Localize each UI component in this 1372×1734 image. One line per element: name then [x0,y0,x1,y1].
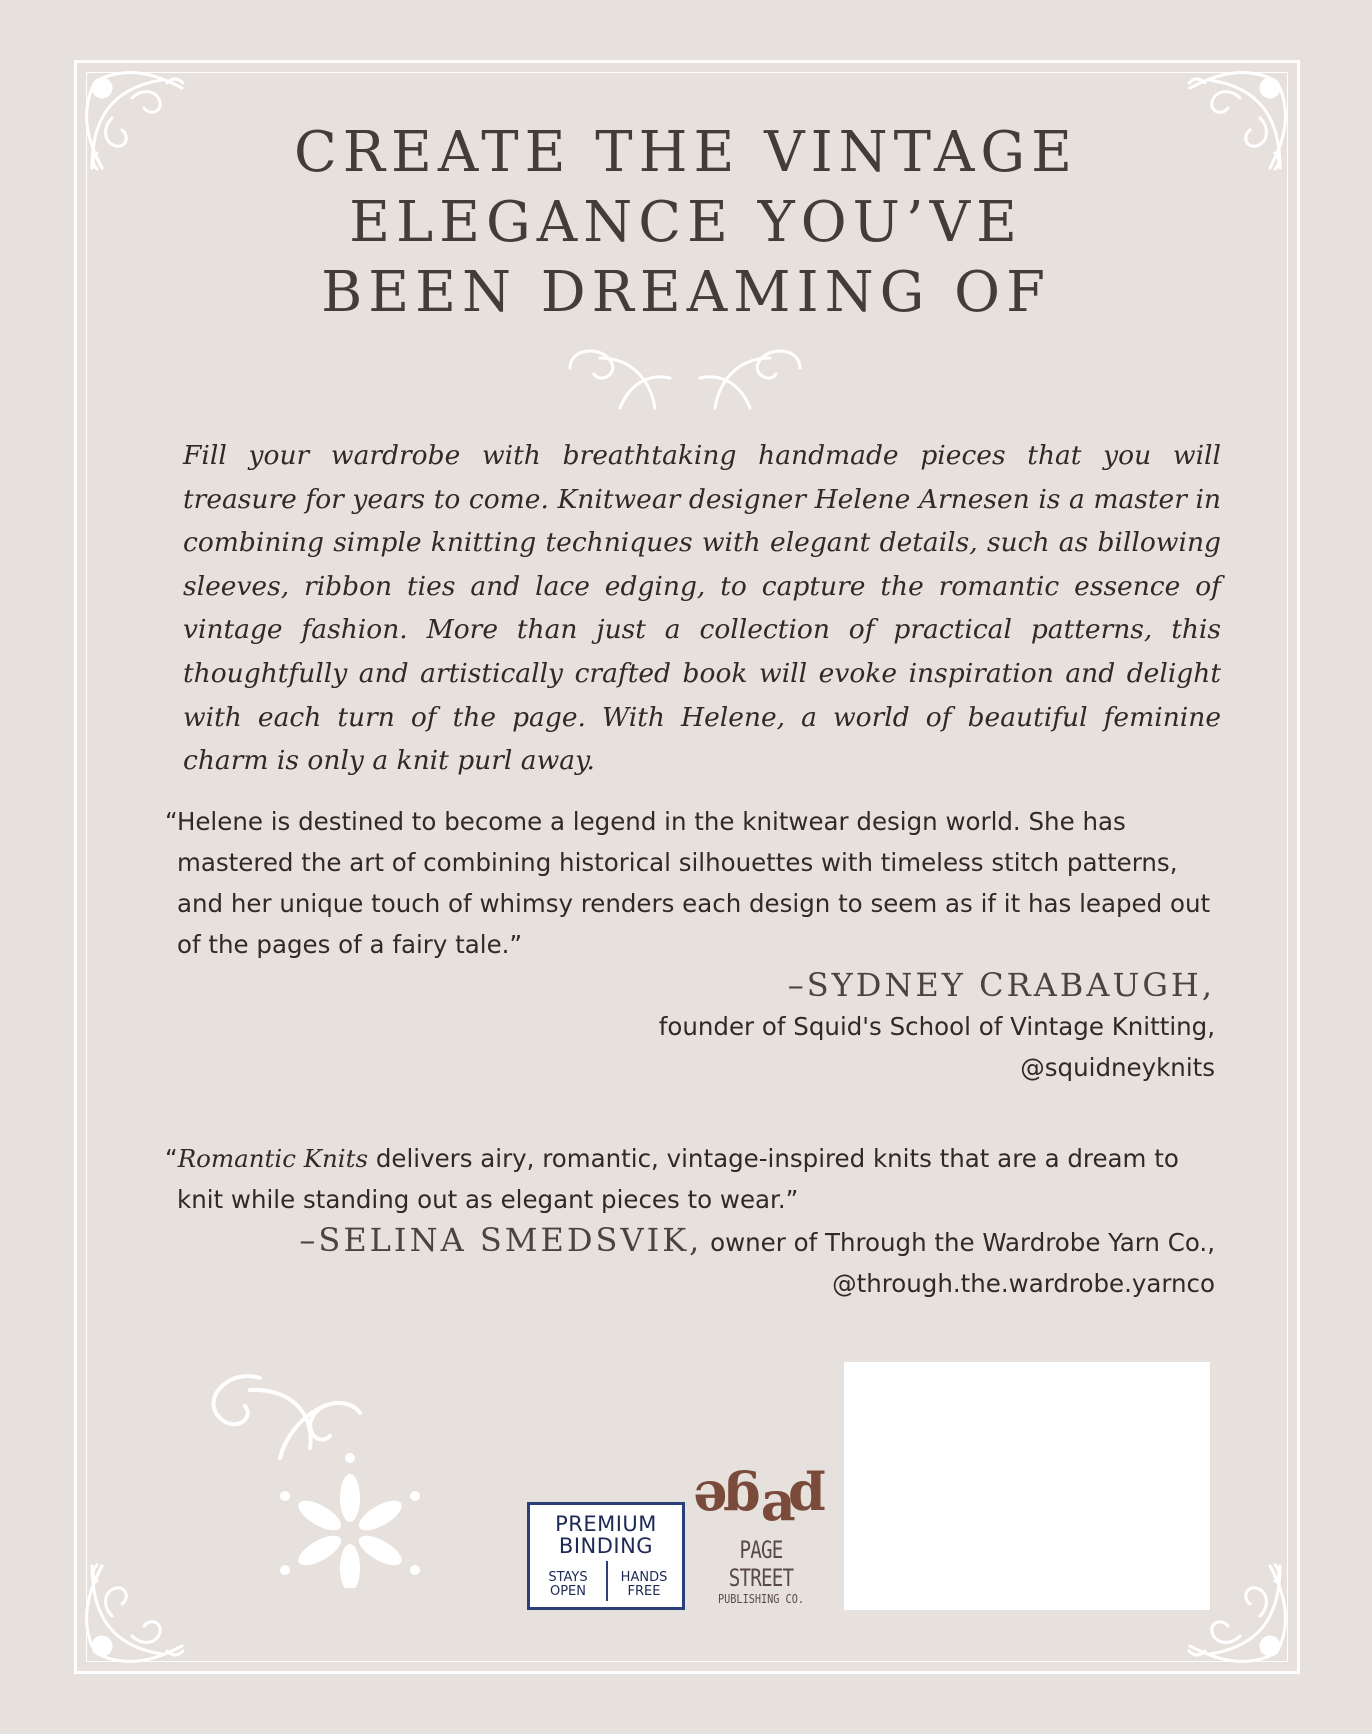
headline-line: ELEGANCE YOU’VE [349,190,1023,255]
publisher-logo-mark [696,1469,826,1533]
testimonial-author-role: owner of Through the Wardrobe Yarn Co., [702,1228,1215,1257]
corner-ornament-icon [72,58,202,188]
badge-text: HANDS [620,1570,668,1585]
badge-text: OPEN [549,1584,586,1599]
testimonial-author-name: –SYDNEY CRABAUGH, [787,966,1215,1004]
publisher-name: PAGE STREET [728,1536,794,1592]
badge-line: BINDING [558,1534,654,1558]
testimonial-author-role: founder of Squid's School of Vintage Knitting, [658,1012,1215,1041]
headline [200,118,1172,328]
flourish-divider-icon [560,338,810,418]
testimonial-text: “Helene is destined to become a legend in the knitwear design world. She has mastered the art of combining historical silhouettes with timeless stitch patterns, and her unique touch of whimsy renders each design to seem as if it has leaped out of the pages of a fairy tale.” [165,807,1211,959]
barcode-placeholder [844,1362,1210,1610]
logo-letter: e [696,1469,727,1533]
testimonial-text-body: delivers airy, romantic, vintage-inspired knits that are a dream to knit while standing out as elegant pieces to wear.” [177,1144,1179,1214]
testimonial-attribution [165,1220,1215,1304]
headline-line: CREATE THE VINTAGE [293,120,1079,185]
badge-right-column [606,1571,682,1599]
logo-letter: a [760,1469,792,1533]
corner-ornament-icon [1170,58,1300,188]
badge-text: FREE [627,1584,661,1599]
publisher-logo [696,1469,826,1612]
testimonial-2 [165,1138,1215,1304]
headline-line: BEEN DREAMING OF [321,260,1051,325]
logo-letter: g [726,1469,761,1533]
open-quote: “ [165,1144,178,1173]
premium-binding-badge [527,1502,685,1610]
badge-left-column [530,1571,606,1599]
badge-text: STAYS [548,1570,588,1585]
publisher-subname: PUBLISHING CO. [718,1592,804,1606]
description-paragraph: Fill your wardrobe with breathtaking handmade pieces that you will treasure for years to come. Knitwear designer Helene Arnesen is a master in combining simple knitting techniques with elegant details, such as billowing sleeves, ribbon ties and lace edging, to capture the romantic essence of vintage fashion. More than just a collection of practical patterns, this thoughtfully and artistically crafted book will evoke inspiration and delight with each turn of the page. With Helene, a world of beautiful feminine charm is only a knit purl away. [183,440,1221,777]
snowflake-flourish-icon [200,1368,420,1588]
logo-letter: p [791,1469,826,1533]
book-title: Romantic Knits [177,1144,369,1173]
testimonial-text [165,1138,1215,1220]
testimonial-attribution [165,965,1215,1088]
testimonial-1 [165,801,1215,1088]
testimonial-author-handle: @squidneyknits [1020,1053,1215,1082]
testimonial-author-handle: @through.the.wardrobe.yarnco [832,1269,1215,1298]
corner-ornament-icon [72,1546,202,1676]
testimonial-author-name: –SELINA SMEDSVIK, [299,1221,703,1259]
badge-line: PREMIUM [555,1512,657,1536]
